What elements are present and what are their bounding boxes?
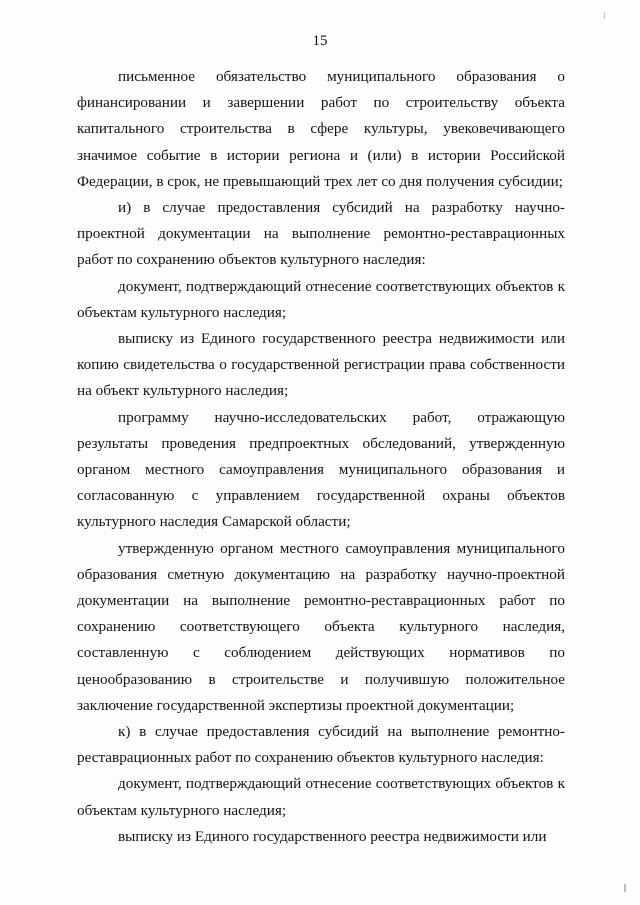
paragraph: утвержденную органом местного самоуправления муниципального образования сметную документацию на разработку научно-проектной документации на выполнение ремонтно-реставрационных работ по сохранению соответствующего объекта культурного наследия, составленную с соблюдением действующих нормативов по ценообразованию в строительстве и получившую положительное заключение государственной экспертизы проектной документации; xyxy=(77,539,565,714)
paragraph: и) в случае предоставления субсидий на разработку научно-проектной документации на выполнение ремонтно-реставрационных работ по сохранению объектов культурного наследия: xyxy=(77,199,565,269)
paragraph: программу научно-исследовательских работ, отражающую результаты проведения предпроектных обследований, утвержденную органом местного самоуправления муниципального образования и согласованную с управлением государственной охраны объектов культурного наследия Самарской области; xyxy=(77,408,565,531)
paragraph: документ, подтверждающий отнесение соответствующих объектов к объектам культурного наследия; xyxy=(77,277,565,321)
paragraph: выписку из Единого государственного реестра недвижимости или копию свидетельства о государственной регистрации права собственности на объект культурного наследия; xyxy=(77,330,565,400)
scan-mark xyxy=(624,884,626,892)
paragraph: к) в случае предоставления субсидий на выполнение ремонтно-реставрационных работ по сохранению объектов культурного наследия: xyxy=(77,723,565,767)
document-body xyxy=(77,64,565,850)
paragraph: выписку из Единого государственного реестра недвижимости или xyxy=(118,827,547,845)
scan-mark xyxy=(604,12,605,19)
page-number: 15 xyxy=(312,33,328,49)
paragraph: документ, подтверждающий отнесение соответствующих объектов к объектам культурного наследия; xyxy=(77,775,565,819)
paragraph: письменное обязательство муниципального образования о финансировании и завершении работ по строительству объекта капитального строительства в сфере культуры, увековечивающего значимое событие в истории региона и (или) в истории Российской Федерации, в срок, не превышающий трех лет со дня получения субсидии; xyxy=(77,68,565,190)
